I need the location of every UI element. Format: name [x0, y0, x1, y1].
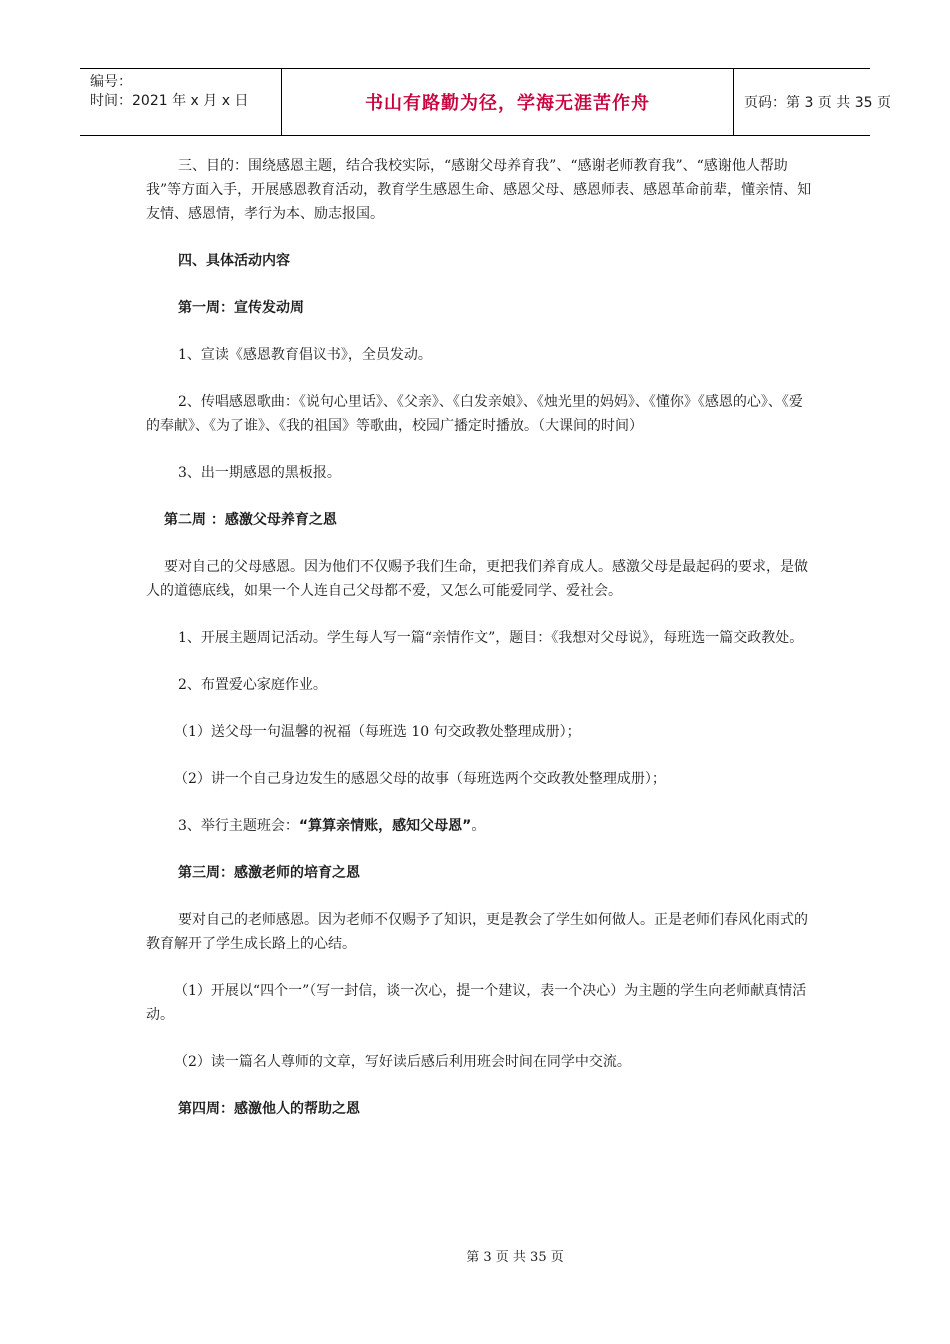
week1-item-1: 1、宣读《感恩教育倡议书》，全员发动。	[178, 347, 432, 363]
purpose-paragraph: 三、目的：围绕感恩主题，结合我校实际，“感谢父母养育我”、“感谢老师教育我”、“感谢他人帮助我”等方面入手，开展感恩教育活动，教育学生感恩生命、感恩父母、感恩师表、感恩革命前辈，懂亲情、知友情、感恩情，孝行为本、励志报国。	[146, 158, 812, 222]
week1-item-3: 3、出一期感恩的黑板报。	[178, 465, 341, 481]
header-motto-cell	[282, 69, 734, 135]
week3-item-2: （2）读一篇名人尊师的文章，写好读后感后利用班会时间在同学中交流。	[174, 1054, 631, 1070]
week3-item-1: （1）开展以“四个一”（写一封信，谈一次心，提一个建议，表一个决心）为主题的学生向老师献真情活动。	[146, 983, 807, 1023]
document-number-label: 编号：	[90, 74, 132, 90]
document-body	[146, 154, 814, 1121]
header-meta-cell	[80, 69, 282, 135]
week2-item-2: 2、布置爱心家庭作业。	[178, 677, 327, 693]
week4-heading: 第四周：感激他人的帮助之恩	[178, 1101, 360, 1117]
week2-item-2a: （1）送父母一句温馨的祝福（每班选 10 句交政教处整理成册）；	[174, 724, 581, 740]
week2-item-3-suffix: 。	[471, 818, 486, 834]
week3-heading: 第三周：感激老师的培育之恩	[178, 865, 360, 881]
week1-item-2: 2、传唱感恩歌曲：《说句心里话》、《父亲》、《白发亲娘》、《烛光里的妈妈》、《懂你》《感恩的心》、《爱的奉献》、《为了谁》、《我的祖国》等歌曲，校园广播定时播放。（大课间的时间）	[146, 394, 803, 434]
document-date-label: 时间：2021 年 x 月 x 日	[90, 93, 249, 109]
week2-item-3-theme: “算算亲情账，感知父母恩”	[298, 818, 472, 834]
week2-heading: 第二周 ：感激父母养育之恩	[164, 512, 337, 528]
week2-item-1: 1、开展主题周记活动。学生每人写一篇“亲情作文”，题目：《我想对父母说》，每班选一篇交政教处。	[178, 630, 804, 646]
section-heading-activities: 四、具体活动内容	[178, 253, 290, 269]
header-page-cell	[734, 69, 891, 135]
week3-intro: 要对自己的老师感恩。因为老师不仅赐予了知识，更是教会了学生如何做人。正是老师们春风化雨式的教育解开了学生成长路上的心结。	[146, 912, 808, 952]
week2-item-3	[146, 814, 814, 838]
header-page-info: 页码：第 3 页 共 35 页	[744, 95, 891, 111]
week2-item-2b: （2）讲一个自己身边发生的感恩父母的故事（每班选两个交政教处整理成册）；	[174, 771, 666, 787]
header-motto: 书山有路勤为径，学海无涯苦作舟	[365, 93, 650, 114]
page-footer: 第 3 页 共 35 页	[466, 1250, 564, 1265]
week2-intro: 要对自己的父母感恩。因为他们不仅赐予我们生命，更把我们养育成人。感激父母是最起码的要求，是做人的道德底线，如果一个人连自己父母都不爱，又怎么可能爱同学、爱社会。	[146, 559, 808, 599]
week2-item-3-prefix: 3、举行主题班会：	[178, 818, 299, 834]
page-header	[80, 68, 891, 136]
week1-heading: 第一周：宣传发动周	[178, 300, 304, 316]
